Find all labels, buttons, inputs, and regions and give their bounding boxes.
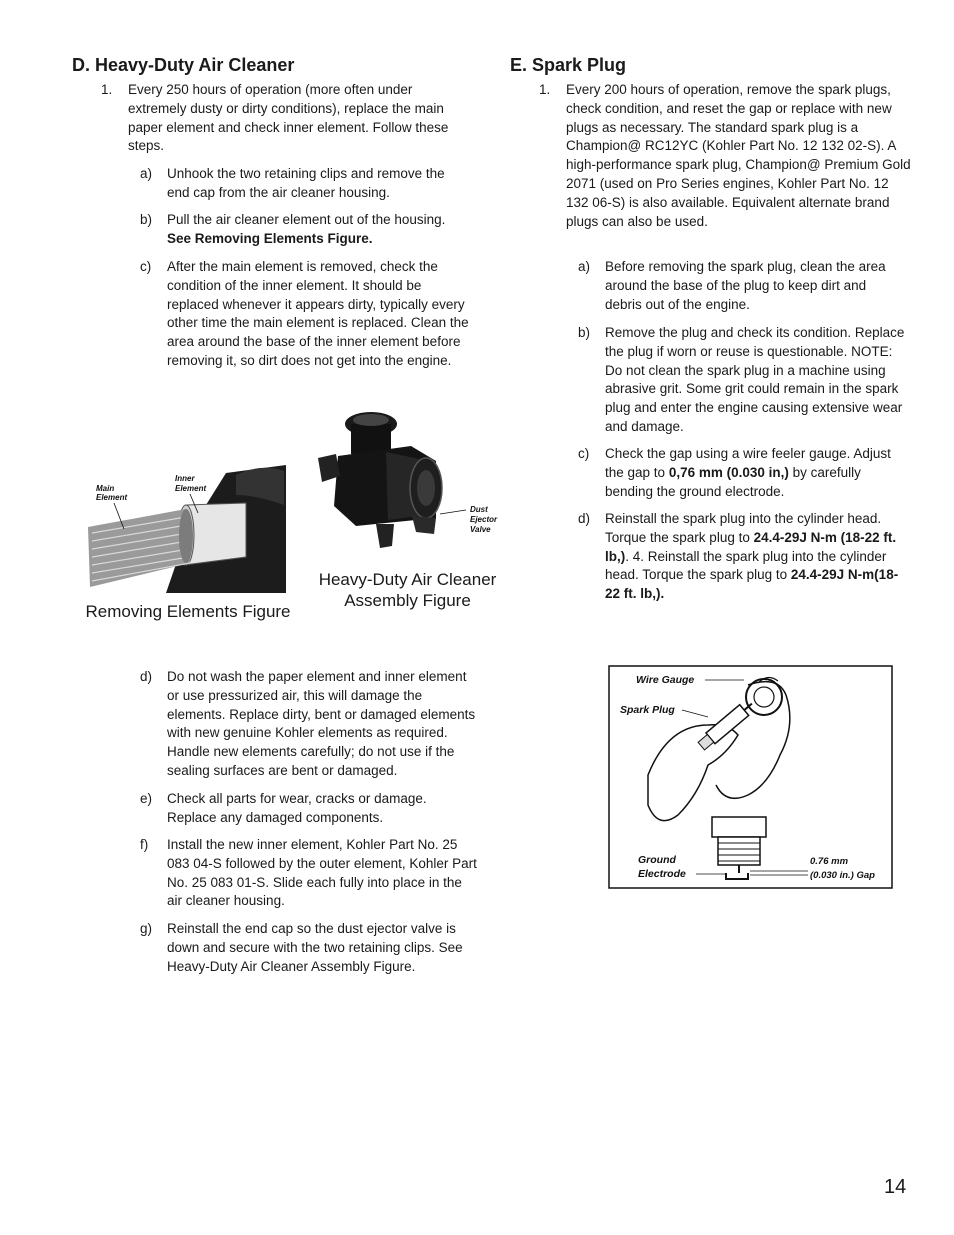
substep-b-reference: See Removing Elements Figure. [167,230,373,246]
dust-label-2: Ejector [470,515,498,524]
section-d-substep-g: Reinstall the end cap so the dust ejector valve is down and secure with the two retaining clips. See Heavy-Duty Air Cleaner Assembly Figure. [167,921,463,974]
section-e-substep-d [605,510,913,604]
section-d-substep-c: After the main element is removed, check the condition of the inner element. It should be replaced whenever it appears dirty, typically every other time the main element is replaced. Clean the area around the base of the inner element before removing it, so dirt does not get into the engine. [167,259,469,368]
substep-label: d) [578,511,591,526]
substep-label: f) [140,837,149,852]
section-d-substep-d: Do not wash the paper element and inner element or use pressurized air, this will damage the elements. Replace dirty, bent or damaged elements with new genuine Kohler elements as required. Handle new elements carefully; do not use if the sealing surfaces are bent or damaged. [167,669,476,778]
section-d-heading: D. Heavy-Duty Air Cleaner [72,55,295,75]
torque-spec-2: 24.4-29J N-m(18-22 ft. lb,). [605,567,899,602]
assembly-caption [300,569,515,611]
section-d-step1: Every 250 hours of operation (more often under extremely dusty or dirty conditions), replace the main paper element and check inner element. Follow these steps. [128,82,449,154]
section-d-substep-a: Unhook the two retaining clips and remove the end cap from the air cleaner housing. [167,166,445,200]
step-number: 1. [539,82,551,97]
substep-d-text-2: . 4. Reinstall the spark plug into the cylinder head. Torque the spark plug to [605,548,887,583]
substep-label: e) [140,791,153,806]
removing-elements-figure [86,465,286,593]
substep-label: d) [140,669,153,684]
section-e-substep-a: Before removing the spark plug, clean the area around the base of the plug to keep dirt and debris out of the engine. [605,259,886,312]
wire-gauge-label: Wire Gauge [636,674,695,686]
substep-c-text-2: by carefully bending the ground electrode. [605,464,861,499]
substep-d-text-1: Reinstall the spark plug into the cylinder head. Torque the spark plug to [605,511,882,545]
inner-element-label-1: Inner [175,474,195,483]
ground-label-1: Ground [638,854,676,866]
section-d-substep-f: Install the new inner element, Kohler Part No. 25 083 04-S followed by the outer element, Kohler Part No. 25 083 01-S. Slide each fully into place in the air cleaner housing. [167,837,477,909]
assembly-caption-line2: Assembly Figure [344,591,471,610]
torque-spec-1: 24.4-29J N-m (18-22 ft. lb,) [605,529,897,564]
gap-label-2: (0.030 in.) Gap [810,870,875,881]
substep-label: g) [140,921,153,936]
dust-label-1: Dust [470,505,488,514]
gap-spec: 0,76 mm (0.030 in,) [668,464,789,480]
section-d-substep-b [167,211,477,249]
substep-label: b) [578,325,591,340]
spark-plug-label: Spark Plug [620,704,675,716]
main-element-label-2: Element [96,493,128,502]
substep-label: b) [140,212,153,227]
assembly-caption-line1: Heavy-Duty Air Cleaner [318,570,497,589]
gap-label-1: 0.76 mm [810,856,849,867]
substep-label: c) [578,446,590,461]
section-d-substep-e: Check all parts for wear, cracks or damage. Replace any damaged components. [167,791,427,825]
inner-element-label-2: Element [175,484,207,493]
dust-label-3: Valve [470,525,491,534]
section-e-substep-c [605,445,911,501]
substep-label: c) [140,259,152,274]
section-e-heading: E. Spark Plug [510,55,627,75]
air-cleaner-assembly-figure [316,406,506,556]
step-number: 1. [101,82,113,97]
substep-b-text: Pull the air cleaner element out of the housing. [167,212,446,227]
removing-elements-caption: Removing Elements Figure [85,602,291,621]
substep-label: a) [578,259,591,274]
ground-label-2: Electrode [638,868,686,880]
page-number: 14 [884,1176,907,1198]
section-e-step1: Every 200 hours of operation, remove the spark plugs, check condition, and reset the gap or replace with new plugs as necessary. The standard spark plug is a Champion@ RC12YC (Kohler Part No. 12 132 02-S). A high-performance spark plug, Champion@ Premium Gold 2071 (used on Pro Series engines, Kohler Part No. 12 132 06-S) is also available. Equivalent alternate brand plugs can also be used. [566,82,911,229]
section-e-substep-b: Remove the plug and check its condition. Replace the plug if worn or reuse is questionable. NOTE: Do not clean the spark plug in a machine using abrasive grit. Some grit could remain in the spark plug and enter the engine causing extensive wear and damage. [605,325,905,434]
main-element-label-1: Main [96,484,115,493]
substep-c-text-1: Check the gap using a wire feeler gauge. Adjust the gap to [605,446,891,480]
substep-label: a) [140,166,153,181]
spark-plug-gauge-figure [608,665,894,890]
